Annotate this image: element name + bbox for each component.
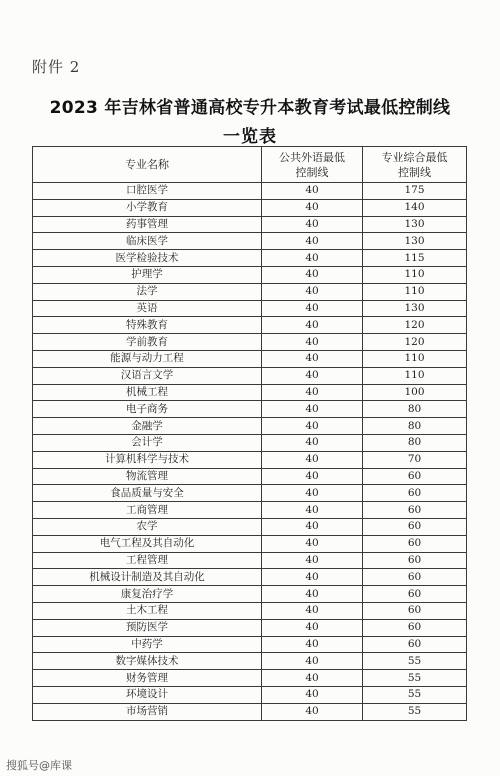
comprehensive-score-cell: 60	[363, 602, 467, 619]
comprehensive-score-cell: 60	[363, 518, 467, 535]
foreign-language-score-cell: 40	[262, 418, 363, 435]
foreign-language-score-cell: 40	[262, 686, 363, 703]
comprehensive-score-cell: 130	[363, 216, 467, 233]
major-name-cell: 环境设计	[33, 686, 262, 703]
comprehensive-score-cell: 70	[363, 451, 467, 468]
major-name-cell: 电气工程及其自动化	[33, 535, 262, 552]
foreign-language-score-cell: 40	[262, 216, 363, 233]
header-comprehensive-min: 专业综合最低 控制线	[363, 147, 467, 183]
foreign-language-score-cell: 40	[262, 283, 363, 300]
foreign-language-score-cell: 40	[262, 670, 363, 687]
major-name-cell: 小学教育	[33, 199, 262, 216]
major-name-cell: 口腔医学	[33, 183, 262, 200]
foreign-language-score-cell: 40	[262, 636, 363, 653]
table-body	[33, 183, 467, 721]
major-name-cell: 预防医学	[33, 619, 262, 636]
comprehensive-score-cell: 60	[363, 468, 467, 485]
comprehensive-score-cell: 120	[363, 334, 467, 351]
table-row	[33, 183, 467, 200]
foreign-language-score-cell: 40	[262, 350, 363, 367]
foreign-language-score-cell: 40	[262, 703, 363, 720]
major-name-cell: 药事管理	[33, 216, 262, 233]
foreign-language-score-cell: 40	[262, 518, 363, 535]
comprehensive-score-cell: 175	[363, 183, 467, 200]
document-title-line2: 一览表	[223, 127, 277, 147]
header-row	[33, 147, 467, 183]
comprehensive-score-cell: 60	[363, 636, 467, 653]
comprehensive-score-cell: 110	[363, 283, 467, 300]
comprehensive-score-cell: 55	[363, 653, 467, 670]
foreign-language-score-cell: 40	[262, 183, 363, 200]
major-name-cell: 市场营销	[33, 703, 262, 720]
foreign-language-score-cell: 40	[262, 602, 363, 619]
foreign-language-score-cell: 40	[262, 653, 363, 670]
table-row	[33, 485, 467, 502]
table-row	[33, 418, 467, 435]
major-name-cell: 计算机科学与技术	[33, 451, 262, 468]
comprehensive-score-cell: 60	[363, 552, 467, 569]
major-name-cell: 电子商务	[33, 401, 262, 418]
major-name-cell: 法学	[33, 283, 262, 300]
major-name-cell: 中药学	[33, 636, 262, 653]
table-row	[33, 266, 467, 283]
comprehensive-score-cell: 120	[363, 317, 467, 334]
foreign-language-score-cell: 40	[262, 300, 363, 317]
table-row	[33, 451, 467, 468]
foreign-language-score-cell: 40	[262, 468, 363, 485]
major-name-cell: 工商管理	[33, 502, 262, 519]
comprehensive-score-cell: 130	[363, 233, 467, 250]
foreign-language-score-cell: 40	[262, 317, 363, 334]
comprehensive-score-cell: 100	[363, 384, 467, 401]
major-name-cell: 学前教育	[33, 334, 262, 351]
foreign-language-score-cell: 40	[262, 502, 363, 519]
major-name-cell: 财务管理	[33, 670, 262, 687]
table-row	[33, 250, 467, 267]
foreign-language-score-cell: 40	[262, 384, 363, 401]
table-row	[33, 434, 467, 451]
foreign-language-score-cell: 40	[262, 552, 363, 569]
foreign-language-score-cell: 40	[262, 569, 363, 586]
major-name-cell: 农学	[33, 518, 262, 535]
major-name-cell: 英语	[33, 300, 262, 317]
comprehensive-score-cell: 60	[363, 586, 467, 603]
major-name-cell: 土木工程	[33, 602, 262, 619]
table-row	[33, 384, 467, 401]
table-row	[33, 569, 467, 586]
comprehensive-score-cell: 60	[363, 535, 467, 552]
table-row	[33, 636, 467, 653]
major-name-cell: 护理学	[33, 266, 262, 283]
table-row	[33, 300, 467, 317]
table-row	[33, 334, 467, 351]
table-row	[33, 367, 467, 384]
table-row	[33, 619, 467, 636]
comprehensive-score-cell: 60	[363, 619, 467, 636]
major-name-cell: 特殊教育	[33, 317, 262, 334]
table-row	[33, 233, 467, 250]
comprehensive-score-cell: 115	[363, 250, 467, 267]
table-row	[33, 586, 467, 603]
document-title: 2023 年吉林省普通高校专升本教育考试最低控制线	[49, 98, 451, 118]
major-name-cell: 工程管理	[33, 552, 262, 569]
major-name-cell: 医学检验技术	[33, 250, 262, 267]
table-row	[33, 686, 467, 703]
table-row	[33, 199, 467, 216]
foreign-language-score-cell: 40	[262, 334, 363, 351]
major-name-cell: 康复治疗学	[33, 586, 262, 603]
comprehensive-score-cell: 110	[363, 350, 467, 367]
watermark: 搜狐号@库课	[6, 759, 72, 772]
table-row	[33, 350, 467, 367]
header-major-name: 专业名称	[33, 147, 262, 183]
major-name-cell: 机械设计制造及其自动化	[33, 569, 262, 586]
major-name-cell: 能源与动力工程	[33, 350, 262, 367]
foreign-language-score-cell: 40	[262, 535, 363, 552]
foreign-language-score-cell: 40	[262, 266, 363, 283]
table-header	[33, 147, 467, 183]
table-row	[33, 653, 467, 670]
major-name-cell: 临床医学	[33, 233, 262, 250]
score-table	[32, 146, 467, 721]
comprehensive-score-cell: 60	[363, 569, 467, 586]
comprehensive-score-cell: 110	[363, 367, 467, 384]
table-row	[33, 518, 467, 535]
foreign-language-score-cell: 40	[262, 451, 363, 468]
comprehensive-score-cell: 55	[363, 703, 467, 720]
foreign-language-score-cell: 40	[262, 586, 363, 603]
comprehensive-score-cell: 60	[363, 485, 467, 502]
table-row	[33, 401, 467, 418]
comprehensive-score-cell: 80	[363, 418, 467, 435]
foreign-language-score-cell: 40	[262, 434, 363, 451]
table-row	[33, 602, 467, 619]
foreign-language-score-cell: 40	[262, 199, 363, 216]
foreign-language-score-cell: 40	[262, 233, 363, 250]
comprehensive-score-cell: 80	[363, 434, 467, 451]
foreign-language-score-cell: 40	[262, 401, 363, 418]
table-row	[33, 317, 467, 334]
table-row	[33, 670, 467, 687]
attachment-label: 附件 2	[32, 58, 81, 76]
table-row	[33, 535, 467, 552]
major-name-cell: 金融学	[33, 418, 262, 435]
header-foreign-language-min: 公共外语最低 控制线	[262, 147, 363, 183]
major-name-cell: 物流管理	[33, 468, 262, 485]
comprehensive-score-cell: 110	[363, 266, 467, 283]
major-name-cell: 数字媒体技术	[33, 653, 262, 670]
foreign-language-score-cell: 40	[262, 250, 363, 267]
comprehensive-score-cell: 130	[363, 300, 467, 317]
table-row	[33, 552, 467, 569]
major-name-cell: 食品质量与安全	[33, 485, 262, 502]
table-row	[33, 703, 467, 720]
comprehensive-score-cell: 140	[363, 199, 467, 216]
table-row	[33, 502, 467, 519]
table-row	[33, 283, 467, 300]
major-name-cell: 机械工程	[33, 384, 262, 401]
comprehensive-score-cell: 55	[363, 670, 467, 687]
comprehensive-score-cell: 60	[363, 502, 467, 519]
foreign-language-score-cell: 40	[262, 485, 363, 502]
foreign-language-score-cell: 40	[262, 367, 363, 384]
table-row	[33, 468, 467, 485]
foreign-language-score-cell: 40	[262, 619, 363, 636]
table-row	[33, 216, 467, 233]
comprehensive-score-cell: 80	[363, 401, 467, 418]
major-name-cell: 会计学	[33, 434, 262, 451]
comprehensive-score-cell: 55	[363, 686, 467, 703]
major-name-cell: 汉语言文学	[33, 367, 262, 384]
